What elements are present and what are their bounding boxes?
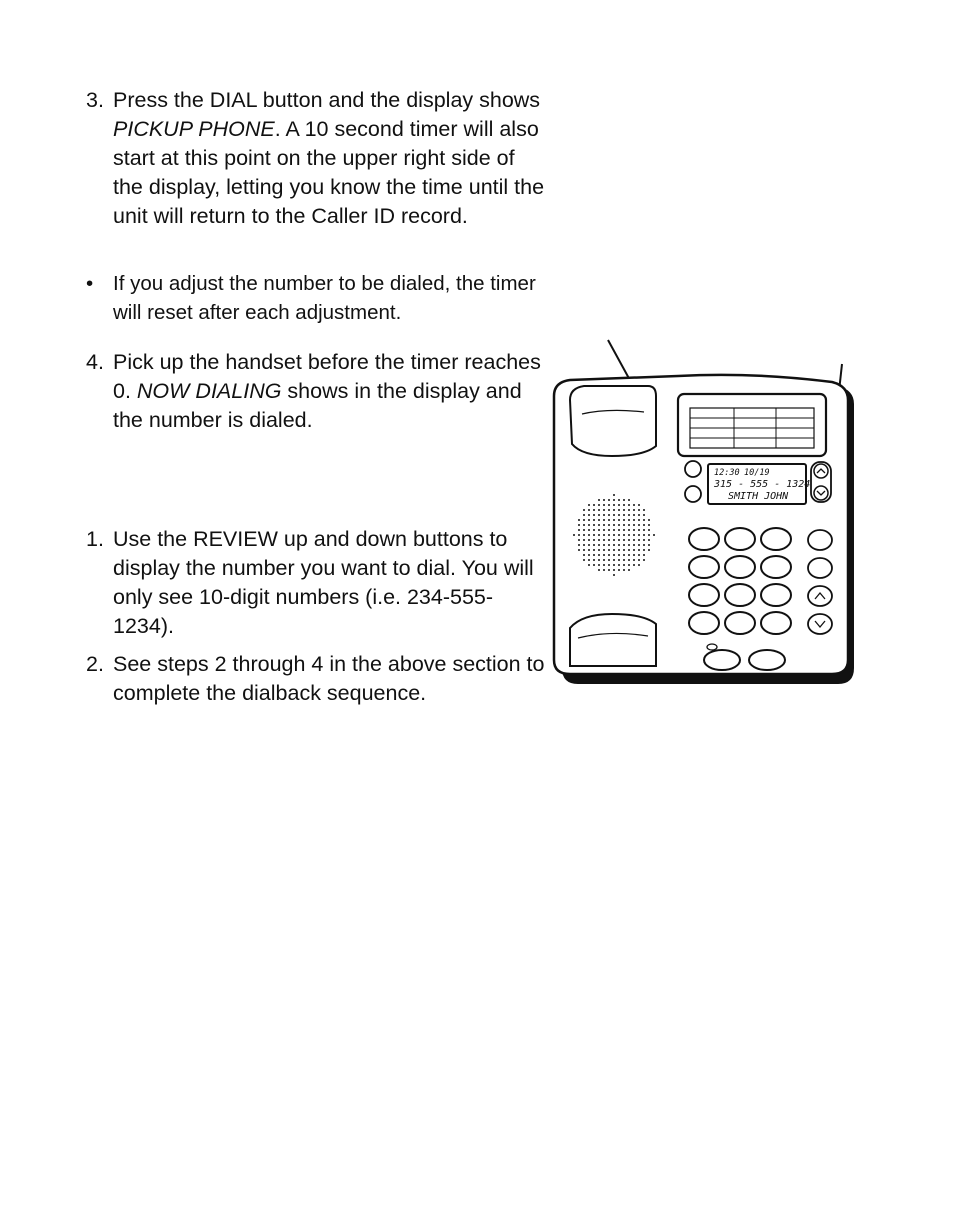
- speaker-grille-hole: [643, 509, 645, 511]
- speaker-grille-hole: [623, 539, 625, 541]
- speaker-grille-hole: [613, 569, 615, 571]
- speaker-grille-hole: [638, 504, 640, 506]
- speaker-grille-hole: [638, 554, 640, 556]
- speaker-grille-hole: [588, 514, 590, 516]
- speaker-grille-hole: [618, 569, 620, 571]
- speaker-grille-hole: [623, 529, 625, 531]
- speaker-grille-hole: [643, 529, 645, 531]
- speaker-grille-hole: [623, 534, 625, 536]
- speaker-grille-hole: [598, 524, 600, 526]
- speaker-grille-hole: [593, 544, 595, 546]
- step-text: [113, 86, 546, 231]
- speaker-grille-hole: [648, 539, 650, 541]
- speaker-grille-hole: [643, 514, 645, 516]
- indicator-light: [707, 644, 717, 650]
- review-up-button[interactable]: [814, 464, 828, 478]
- speaker-grille-hole: [643, 534, 645, 536]
- speaker-grille-hole: [588, 509, 590, 511]
- speaker-grille-hole: [603, 564, 605, 566]
- speaker-grille-hole: [648, 529, 650, 531]
- speaker-grille-hole: [613, 559, 615, 561]
- dial-button[interactable]: [685, 486, 701, 502]
- speaker-grille-hole: [578, 519, 580, 521]
- speaker-grille-hole: [608, 514, 610, 516]
- speaker-grille-hole: [588, 564, 590, 566]
- handset-bottom: [570, 614, 656, 666]
- speaker-grille-hole: [583, 539, 585, 541]
- speaker-grille-hole: [628, 564, 630, 566]
- keypad-key[interactable]: [761, 584, 791, 606]
- speaker-grille-hole: [623, 564, 625, 566]
- lcd-date: 10/19: [744, 468, 770, 478]
- speaker-grille-hole: [633, 559, 635, 561]
- speaker-grille-hole: [633, 549, 635, 551]
- speaker-grille-hole: [623, 559, 625, 561]
- speaker-grille-hole: [588, 534, 590, 536]
- speaker-grille-hole: [608, 529, 610, 531]
- speaker-grille-hole: [628, 534, 630, 536]
- speaker-grille-hole: [598, 534, 600, 536]
- speaker-grille-hole: [603, 569, 605, 571]
- speaker-grille-hole: [623, 549, 625, 551]
- speaker-grille-hole: [648, 534, 650, 536]
- speaker-grille-hole: [598, 564, 600, 566]
- speaker-grille-hole: [603, 544, 605, 546]
- speaker-grille-hole: [608, 499, 610, 501]
- speaker-grille-hole: [593, 514, 595, 516]
- speaker-grille-hole: [628, 544, 630, 546]
- speaker-grille-hole: [608, 559, 610, 561]
- speaker-grille-hole: [633, 564, 635, 566]
- speaker-grille-hole: [638, 534, 640, 536]
- speaker-button[interactable]: [704, 650, 740, 670]
- speaker-grille-hole: [628, 499, 630, 501]
- speaker-grille-hole: [608, 509, 610, 511]
- step-4: [86, 348, 546, 435]
- step-text-part: shows in the display and the number is dialed.: [113, 379, 522, 432]
- speaker-grille-hole: [603, 499, 605, 501]
- speaker-grille-hole: [578, 524, 580, 526]
- review-down-button[interactable]: [814, 486, 828, 500]
- speaker-grille-hole: [588, 504, 590, 506]
- speaker-grille-hole: [583, 549, 585, 551]
- function-button[interactable]: [808, 530, 832, 550]
- speaker-grille-hole: [598, 539, 600, 541]
- speaker-grille-hole: [638, 519, 640, 521]
- display-message-now-dialing: NOW DIALING: [136, 379, 282, 403]
- speaker-grille-hole: [643, 559, 645, 561]
- speaker-grille-hole: [648, 549, 650, 551]
- step-1-review: [86, 525, 546, 641]
- keypad-key[interactable]: [689, 528, 719, 550]
- speaker-grille-hole: [623, 519, 625, 521]
- speaker-grille-hole: [603, 504, 605, 506]
- speaker-grille-hole: [593, 509, 595, 511]
- speaker-grille-hole: [603, 549, 605, 551]
- speaker-grille-hole: [608, 549, 610, 551]
- bullet-mark: •: [86, 272, 94, 295]
- speaker-grille-hole: [638, 539, 640, 541]
- speaker-grille-hole: [623, 504, 625, 506]
- speaker-grille-hole: [588, 549, 590, 551]
- speaker-grille-hole: [593, 539, 595, 541]
- speaker-grille-hole: [628, 519, 630, 521]
- speaker-grille-hole: [608, 534, 610, 536]
- speaker-grille-hole: [643, 554, 645, 556]
- speaker-grille-hole: [598, 519, 600, 521]
- speaker-grille-hole: [598, 504, 600, 506]
- speaker-grille-hole: [643, 544, 645, 546]
- speaker-grille-hole: [613, 544, 615, 546]
- speaker-grille-hole: [598, 514, 600, 516]
- keypad-key[interactable]: [761, 528, 791, 550]
- speaker-grille-hole: [633, 519, 635, 521]
- speaker-grille-hole: [603, 519, 605, 521]
- keypad-key[interactable]: [725, 584, 755, 606]
- speaker-grille-hole: [603, 509, 605, 511]
- speaker-grille-hole: [623, 569, 625, 571]
- volume-up-button[interactable]: [808, 586, 832, 606]
- volume-down-button[interactable]: [808, 614, 832, 634]
- speaker-grille-hole: [598, 559, 600, 561]
- speaker-grille-hole: [643, 549, 645, 551]
- keypad-key[interactable]: [725, 556, 755, 578]
- speaker-grille-hole: [633, 514, 635, 516]
- keypad-key[interactable]: [725, 528, 755, 550]
- speaker-grille-hole: [618, 539, 620, 541]
- note-text: If you adjust the number to be dialed, the timer will reset after each adjustment.: [113, 272, 536, 324]
- speaker-grille-hole: [633, 539, 635, 541]
- lcd-name: SMITH JOHN: [728, 491, 789, 502]
- speaker-grille-hole: [593, 534, 595, 536]
- speaker-grille-hole: [613, 494, 615, 496]
- step-text-part: . A 10 second timer will also start at this point on the upper right side of the display, letting you know the time until the unit will return to the Caller ID record.: [113, 117, 545, 228]
- speaker-grille-hole: [613, 524, 615, 526]
- speaker-grille-hole: [578, 529, 580, 531]
- speaker-grille-hole: [583, 509, 585, 511]
- speaker-grille-hole: [633, 554, 635, 556]
- keypad-key[interactable]: [689, 612, 719, 634]
- speaker-grille-hole: [578, 534, 580, 536]
- speaker-grille-hole: [618, 504, 620, 506]
- speaker-grille-hole: [588, 519, 590, 521]
- step-number: 4.: [86, 350, 104, 374]
- speaker-grille-hole: [628, 514, 630, 516]
- speaker-grille-hole: [603, 554, 605, 556]
- speaker-grille-hole: [623, 509, 625, 511]
- speaker-grille-hole: [593, 504, 595, 506]
- speaker-grille-hole: [588, 559, 590, 561]
- speaker-grille-hole: [618, 509, 620, 511]
- speaker-grille-hole: [613, 514, 615, 516]
- speaker-grille-hole: [593, 524, 595, 526]
- speaker-grille-hole: [603, 514, 605, 516]
- speaker-grille-hole: [643, 539, 645, 541]
- speaker-grille-hole: [588, 554, 590, 556]
- step-2-review: [86, 650, 546, 708]
- speaker-grille-hole: [638, 524, 640, 526]
- speaker-grille-hole: [638, 544, 640, 546]
- speaker-grille-hole: [583, 559, 585, 561]
- speaker-grille-hole: [628, 559, 630, 561]
- speaker-grille-hole: [593, 529, 595, 531]
- speaker-grille-hole: [633, 504, 635, 506]
- speaker-grille-hole: [648, 519, 650, 521]
- keypad-key[interactable]: [761, 556, 791, 578]
- speaker-grille-hole: [598, 509, 600, 511]
- speaker-grille-hole: [638, 549, 640, 551]
- step-number: 2.: [86, 652, 104, 676]
- speaker-grille-hole: [633, 534, 635, 536]
- speaker-grille-hole: [628, 524, 630, 526]
- speaker-grille-hole: [593, 549, 595, 551]
- speaker-grille-hole: [583, 529, 585, 531]
- speaker-grille-hole: [613, 534, 615, 536]
- speaker-grille-hole: [603, 529, 605, 531]
- flash-button[interactable]: [749, 650, 785, 670]
- speaker-grille-hole: [608, 539, 610, 541]
- lcd-number: 315 - 555 - 1324: [714, 479, 811, 490]
- speaker-grille-hole: [578, 539, 580, 541]
- speaker-grille-hole: [613, 519, 615, 521]
- speaker-grille-hole: [623, 514, 625, 516]
- speaker-grille-hole: [613, 504, 615, 506]
- speaker-grille-hole: [618, 549, 620, 551]
- speaker-grille-hole: [623, 499, 625, 501]
- speaker-grille-hole: [613, 549, 615, 551]
- step-text: See steps 2 through 4 in the above section to complete the dialback sequence.: [113, 652, 545, 705]
- step-text-part: Press the DIAL button and the display shows: [113, 88, 541, 112]
- keypad-key[interactable]: [689, 556, 719, 578]
- speaker-grille-hole: [618, 544, 620, 546]
- speaker-grille-hole: [593, 564, 595, 566]
- speaker-grille-hole: [593, 559, 595, 561]
- keypad-key[interactable]: [761, 612, 791, 634]
- speaker-grille-hole: [618, 554, 620, 556]
- speaker-grille-hole: [598, 549, 600, 551]
- keypad-key[interactable]: [725, 612, 755, 634]
- step-3: [86, 86, 546, 231]
- phone-illustration: [548, 338, 858, 690]
- speaker-grille-hole: [653, 534, 655, 536]
- speaker-grille-hole: [628, 549, 630, 551]
- speaker-grille-hole: [613, 574, 615, 576]
- speaker-grille-hole: [583, 554, 585, 556]
- speaker-grille-hole: [603, 534, 605, 536]
- speaker-grille-hole: [608, 564, 610, 566]
- speaker-grille-hole: [593, 519, 595, 521]
- speaker-grille-hole: [598, 554, 600, 556]
- step-text: [113, 348, 546, 435]
- speaker-grille-hole: [598, 569, 600, 571]
- speaker-grille-hole: [598, 499, 600, 501]
- speaker-grille-hole: [608, 504, 610, 506]
- speaker-grille-hole: [588, 544, 590, 546]
- speaker-grille-hole: [628, 504, 630, 506]
- speaker-grille-hole: [638, 529, 640, 531]
- speaker-grille-hole: [603, 539, 605, 541]
- speaker-grille-hole: [618, 564, 620, 566]
- speaker-grille-hole: [618, 514, 620, 516]
- delete-button[interactable]: [685, 461, 701, 477]
- speaker-grille-hole: [638, 514, 640, 516]
- speaker-grille-hole: [618, 524, 620, 526]
- speaker-grille-hole: [618, 529, 620, 531]
- lcd-time: 12:30: [714, 468, 740, 478]
- step-number: 1.: [86, 527, 104, 551]
- speaker-grille-hole: [613, 509, 615, 511]
- speaker-grille-hole: [608, 554, 610, 556]
- speaker-grille-hole: [623, 544, 625, 546]
- speaker-grille-hole: [578, 549, 580, 551]
- speaker-grille-hole: [623, 554, 625, 556]
- speaker-grille-hole: [608, 519, 610, 521]
- speaker-grille-hole: [628, 554, 630, 556]
- speaker-grille-hole: [633, 529, 635, 531]
- speaker-grille-hole: [633, 524, 635, 526]
- speaker-grille-hole: [628, 539, 630, 541]
- speaker-grille-hole: [613, 554, 615, 556]
- speaker-grille-hole: [613, 529, 615, 531]
- speaker-grille-hole: [648, 544, 650, 546]
- speaker-grille-hole: [588, 529, 590, 531]
- speaker-grille-hole: [578, 544, 580, 546]
- keypad-key[interactable]: [689, 584, 719, 606]
- speaker-grille-hole: [628, 569, 630, 571]
- speaker-grille-hole: [603, 559, 605, 561]
- speaker-grille-hole: [618, 559, 620, 561]
- display-message-pickup-phone: PICKUP PHONE: [113, 117, 275, 141]
- speaker-grille-hole: [633, 509, 635, 511]
- speaker-grille-hole: [593, 554, 595, 556]
- speaker-grille-hole: [643, 524, 645, 526]
- speaker-grille-hole: [588, 539, 590, 541]
- speaker-grille-hole: [608, 544, 610, 546]
- speaker-grille-hole: [583, 524, 585, 526]
- speaker-grille-hole: [583, 519, 585, 521]
- speaker-grille-hole: [588, 524, 590, 526]
- speaker-grille-hole: [633, 544, 635, 546]
- speaker-grille-hole: [608, 524, 610, 526]
- step-text-part: Pick up the handset before the timer reaches 0.: [113, 350, 541, 403]
- speaker-grille-hole: [583, 534, 585, 536]
- speaker-grille-hole: [628, 509, 630, 511]
- speaker-grille-hole: [618, 534, 620, 536]
- speaker-grille-hole: [648, 524, 650, 526]
- speaker-grille-hole: [638, 509, 640, 511]
- speaker-grille-hole: [623, 524, 625, 526]
- speaker-grille-hole: [643, 519, 645, 521]
- speaker-grille-hole: [613, 564, 615, 566]
- step-text: Use the REVIEW up and down buttons to display the number you want to dial. You will only see 10-digit numbers (i.e. 234-555-1234).: [113, 527, 534, 638]
- speaker-grille-hole: [618, 519, 620, 521]
- step-number: 3.: [86, 88, 104, 112]
- speaker-grille-hole: [608, 569, 610, 571]
- speaker-grille-hole: [613, 539, 615, 541]
- speaker-grille-hole: [583, 544, 585, 546]
- note-bullet: [86, 269, 546, 327]
- speaker-grille-hole: [603, 524, 605, 526]
- handset-top: [570, 386, 656, 456]
- speaker-grille-hole: [573, 534, 575, 536]
- speaker-grille-hole: [598, 529, 600, 531]
- speaker-grille-hole: [583, 514, 585, 516]
- speaker-grille-hole: [638, 564, 640, 566]
- function-button[interactable]: [808, 558, 832, 578]
- speaker-grille-hole: [613, 499, 615, 501]
- speaker-grille-hole: [598, 544, 600, 546]
- speaker-grille-hole: [628, 529, 630, 531]
- speaker-grille-hole: [638, 559, 640, 561]
- speaker-grille-hole: [618, 499, 620, 501]
